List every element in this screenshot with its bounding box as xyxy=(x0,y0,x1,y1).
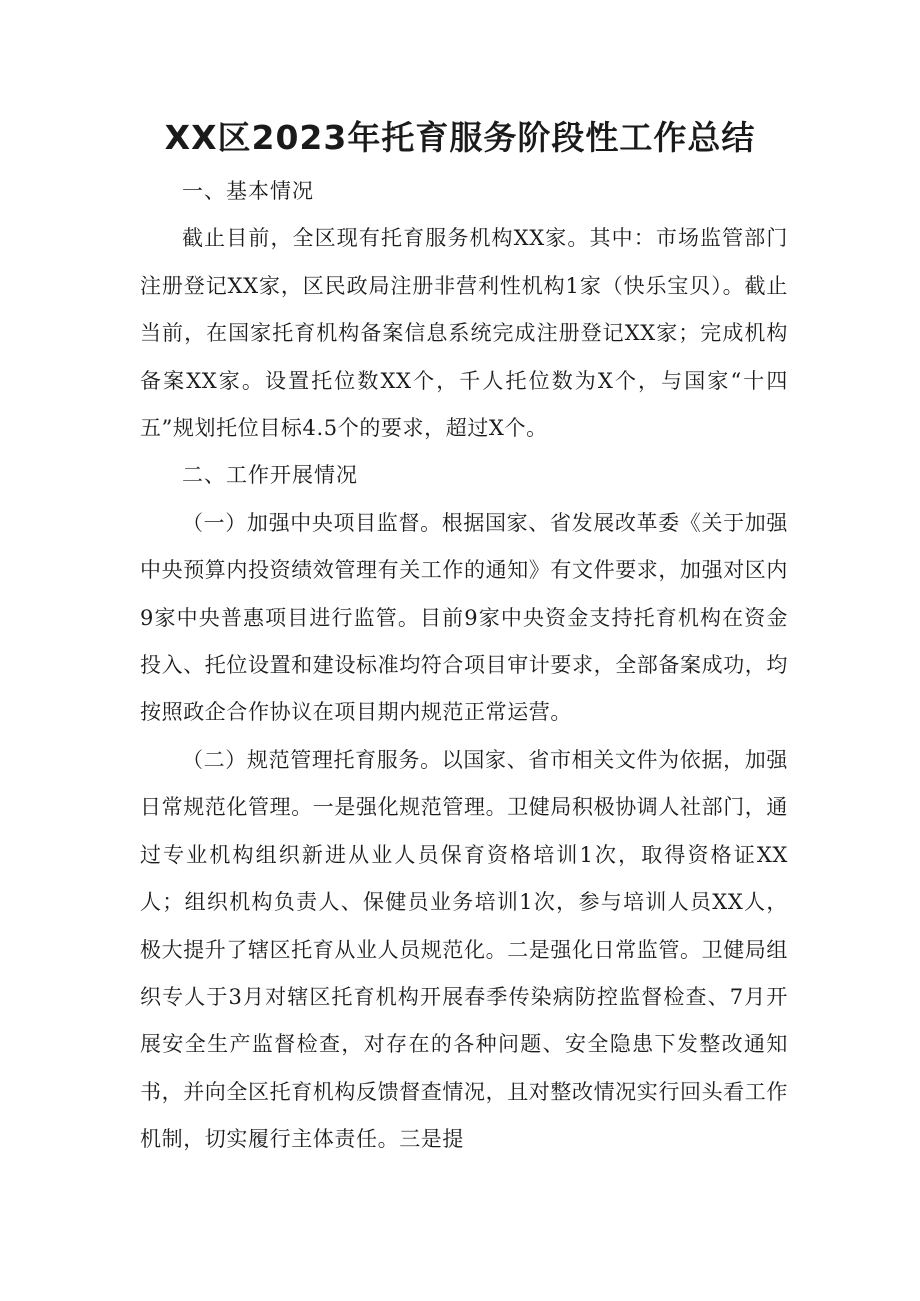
paragraph-central-project-supervision: （一）加强中央项目监督。根据国家、省发展改革委《关于加强中央预算内投资绩效管理有关工作的通知》有文件要求，加强对区内9家中央普惠项目进行监管。目前9家中央资金支持托育机构在资金投入、托位设置和建设标准均符合项目审计要求，全部备案成功，均按照政企合作协议在项目期内规范正常运营。 xyxy=(140,510,788,725)
paragraph-standardized-management: （二）规范管理托育服务。以国家、省市相关文件为依据，加强日常规范化管理。一是强化规范管理。卫健局积极协调人社部门，通过专业机构组织新进从业人员保育资格培训1次，取得资格证XX人；组织机构负责人、保健员业务培训1次，参与培训人员XX人，极大提升了辖区托育从业人员规范化。二是强化日常监管。卫健局组织专人于3月对辖区托育机构开展春季传染病防控监督检查、7月开展安全生产监督检查，对存在的各种问题、安全隐患下发整改通知书，并向全区托育机构反馈督查情况，且对整改情况实行回头看工作机制，切实履行主体责任。三是提 xyxy=(140,747,788,1152)
document-title: XX区2023年托育服务阶段性工作总结 xyxy=(164,118,756,157)
section-heading-basic-situation: 一、基本情况 xyxy=(182,179,314,203)
paragraph-basic-situation: 截止目前，全区现有托育服务机构XX家。其中：市场监管部门注册登记XX家，区民政局注册非营利性机构1家（快乐宝贝）。截止当前，在国家托育机构备案信息系统完成注册登记XX家；完成机构备案XX家。设置托位数XX个，千人托位数为X个，与国家“十四五”规划托位目标4.5个的要求，超过X个。 xyxy=(140,226,788,441)
section-heading-work-progress: 二、工作开展情况 xyxy=(182,463,358,488)
document-body xyxy=(140,168,788,1164)
